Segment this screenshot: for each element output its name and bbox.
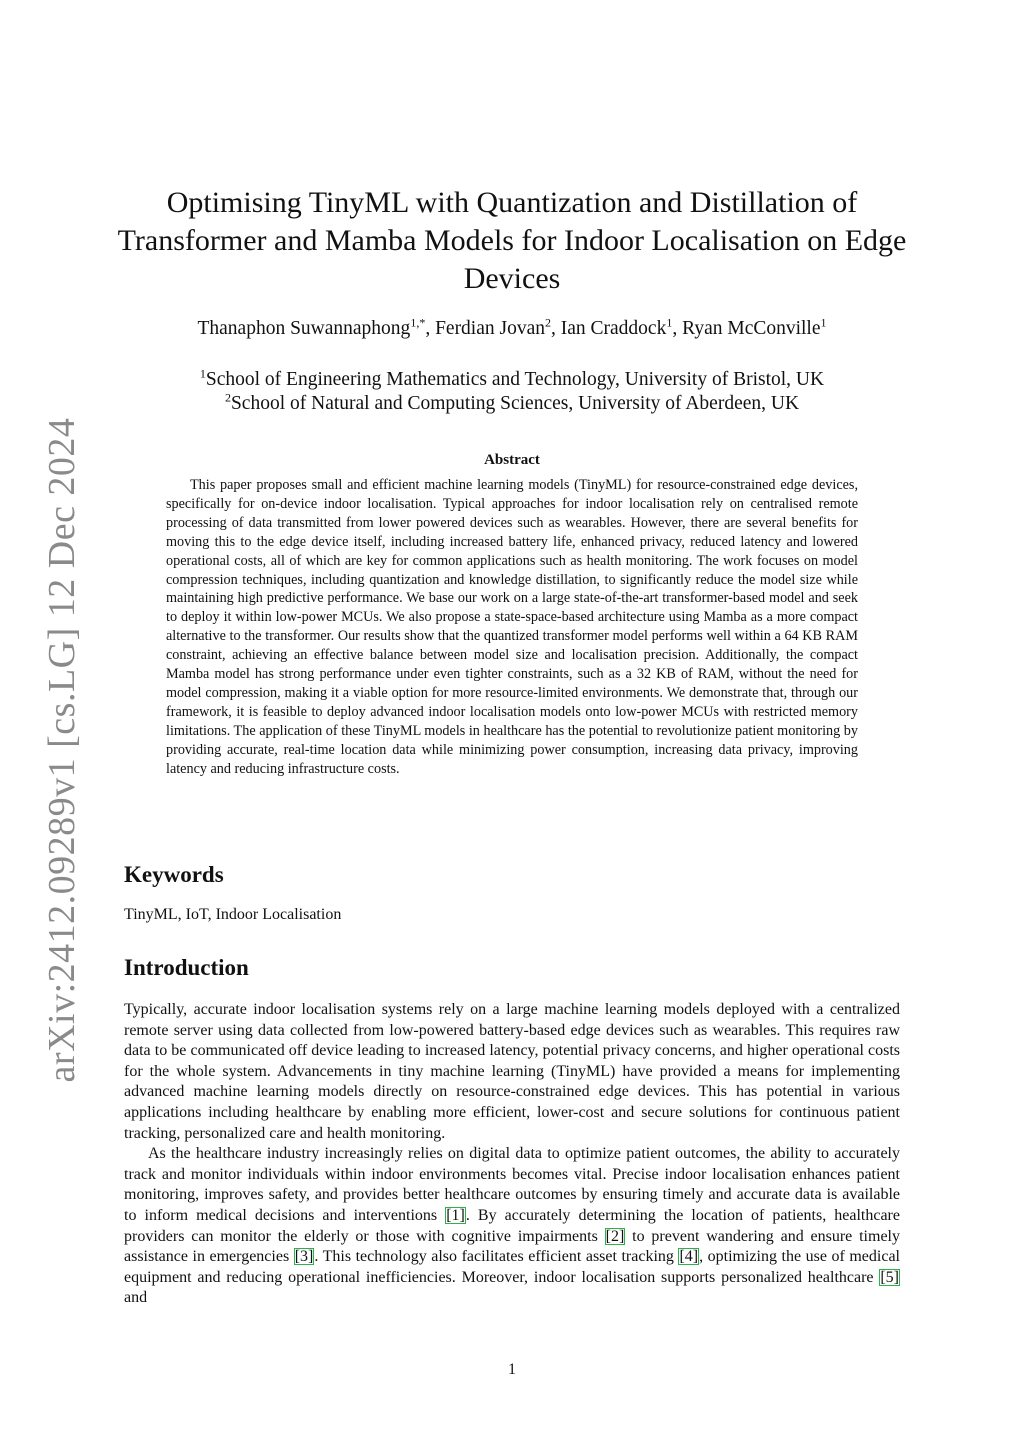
- intro-paragraph-1: Typically, accurate indoor localisation systems rely on a large machine learning models deployed with a centralized remote server using data collected from low-powered battery-based edge devices such as wearables. This requires raw data to be communicated off device leading to increased latency, potential privacy concerns, and higher operational costs for the whole system. Advancements in tiny machine learning (TinyML) have provided a means for implementing advanced machine learning models directly on resource-constrained edge devices. This has potential in various applications including healthcare by enabling more efficient, lower-cost and secure solutions for continuous patient tracking, personalized care and health monitoring.: [124, 1001, 900, 1142]
- author-list: Thanaphon Suwannaphong$^{1,*}$, Ferdian Jovan$^2$, Ian Craddock$^1$, Ryan McConville$^1$: [197, 315, 827, 339]
- citation-link-2[interactable]: [2]: [605, 1227, 625, 1245]
- author-affiliation-mark: 1: [666, 315, 673, 330]
- author-affiliation-mark: 2: [545, 315, 551, 330]
- author-name: Ian Craddock: [560, 318, 667, 339]
- author-name: Ryan McConville: [682, 318, 821, 339]
- intro-text-segment: to prevent wandering and ensure timely assistance in emergencies: [124, 1227, 900, 1266]
- introduction-heading: Introduction: [124, 955, 249, 980]
- author-name: Ferdian Jovan: [435, 318, 545, 339]
- author-affiliation-mark: 1,*: [410, 315, 426, 330]
- affiliation-text: School of Engineering Mathematics and Technology, University of Bristol, UK: [205, 369, 825, 390]
- citation-link-5[interactable]: [5]: [880, 1268, 899, 1286]
- affiliation-line: [110, 392, 914, 416]
- abstract-text: This paper proposes small and efficient machine learning models (TinyML) for resource-constrained edge devices, specifically for on-device indoor localisation. Typical approaches for indoor localisation rely on centralised remote processing of data transmitted from lower powered devices such as wearables. However, there are several benefits for moving this to the edge device itself, including increased battery life, enhanced privacy, reduced latency and lowered operational costs, all of which are key for common applications such as health monitoring. The work focuses on model compression techniques, including quantization and knowledge distillation, to significantly reduce the model size while maintaining high predictive performance. We base our work on a large state-of-the-art transformer-based model and seek to deploy it within low-power MCUs. We also propose a state-space-based architecture using Mamba as a more compact alternative to the transformer. Our results show that the quantized transformer model performs well within a 64 KB RAM constraint, achieving an effective balance between model size and localisation precision. Additionally, the compact Mamba model has strong performance under even tighter constraints, such as a 32 KB of RAM, without the need for model compression, making it a viable option for more resource-limited environments. We demonstrate that, through our framework, it is feasible to deploy advanced indoor localisation models onto low-power MCUs with restricted memory limitations. The application of these TinyML models in healthcare has the potential to revolutionize patient monitoring by providing accurate, real-time location data while minimizing power consumption, increasing data privacy, improving latency and reducing infrastructure costs.: [166, 477, 858, 777]
- affiliation-text: School of Natural and Computing Sciences, University of Aberdeen, UK: [230, 393, 800, 414]
- page-number: 1: [508, 1361, 516, 1378]
- citation-link-4[interactable]: [4]: [679, 1248, 699, 1266]
- intro-text-segment: and: [124, 1289, 148, 1307]
- intro-text-segment: , optimizing the use of medical equipment and reducing operational inefficiencies. Moreover, indoor localisation supports personalized healthcare: [124, 1248, 900, 1286]
- arxiv-identifier-stamp: arXiv:2412.09289v1 [cs.LG] 12 Dec 2024: [41, 417, 83, 1083]
- introduction-body: [124, 1000, 900, 1309]
- paper-title: Optimising TinyML with Quantization and Distillation of Transformer and Mamba Models for Indoor Localisation on Edge Devices: [117, 186, 907, 295]
- author-name: Thanaphon Suwannaphong: [197, 318, 411, 339]
- affiliation-list: [110, 368, 914, 416]
- keywords-text: TinyML, IoT, Indoor Localisation: [124, 906, 342, 923]
- affiliation-line: [110, 368, 914, 392]
- affiliation-mark: 1: [199, 366, 206, 381]
- keywords-heading: Keywords: [124, 862, 224, 887]
- affiliation-mark: 2: [224, 390, 231, 405]
- intro-text-segment: . By accurately determining the location of patients, healthcare providers can monitor the elderly or those with cognitive impairments: [124, 1206, 900, 1245]
- author-affiliation-mark: 1: [820, 315, 827, 330]
- abstract-heading: Abstract: [484, 452, 540, 468]
- intro-text-segment: As the healthcare industry increasingly relies on digital data to optimize patient outcomes, the ability to accurately track and monitor individuals within indoor environments becomes vital. Precise indoor localisation enhances patient monitoring, improves safety, and provides better healthcare outcomes by ensuring timely and accurate data is available to inform medical decisions and interventions: [124, 1145, 900, 1224]
- intro-paragraph-2: [124, 1144, 900, 1309]
- intro-text-segment: . This technology also facilitates efficient asset tracking: [314, 1248, 679, 1266]
- citation-link-1[interactable]: [1]: [446, 1206, 465, 1224]
- citation-link-3[interactable]: [3]: [294, 1248, 314, 1266]
